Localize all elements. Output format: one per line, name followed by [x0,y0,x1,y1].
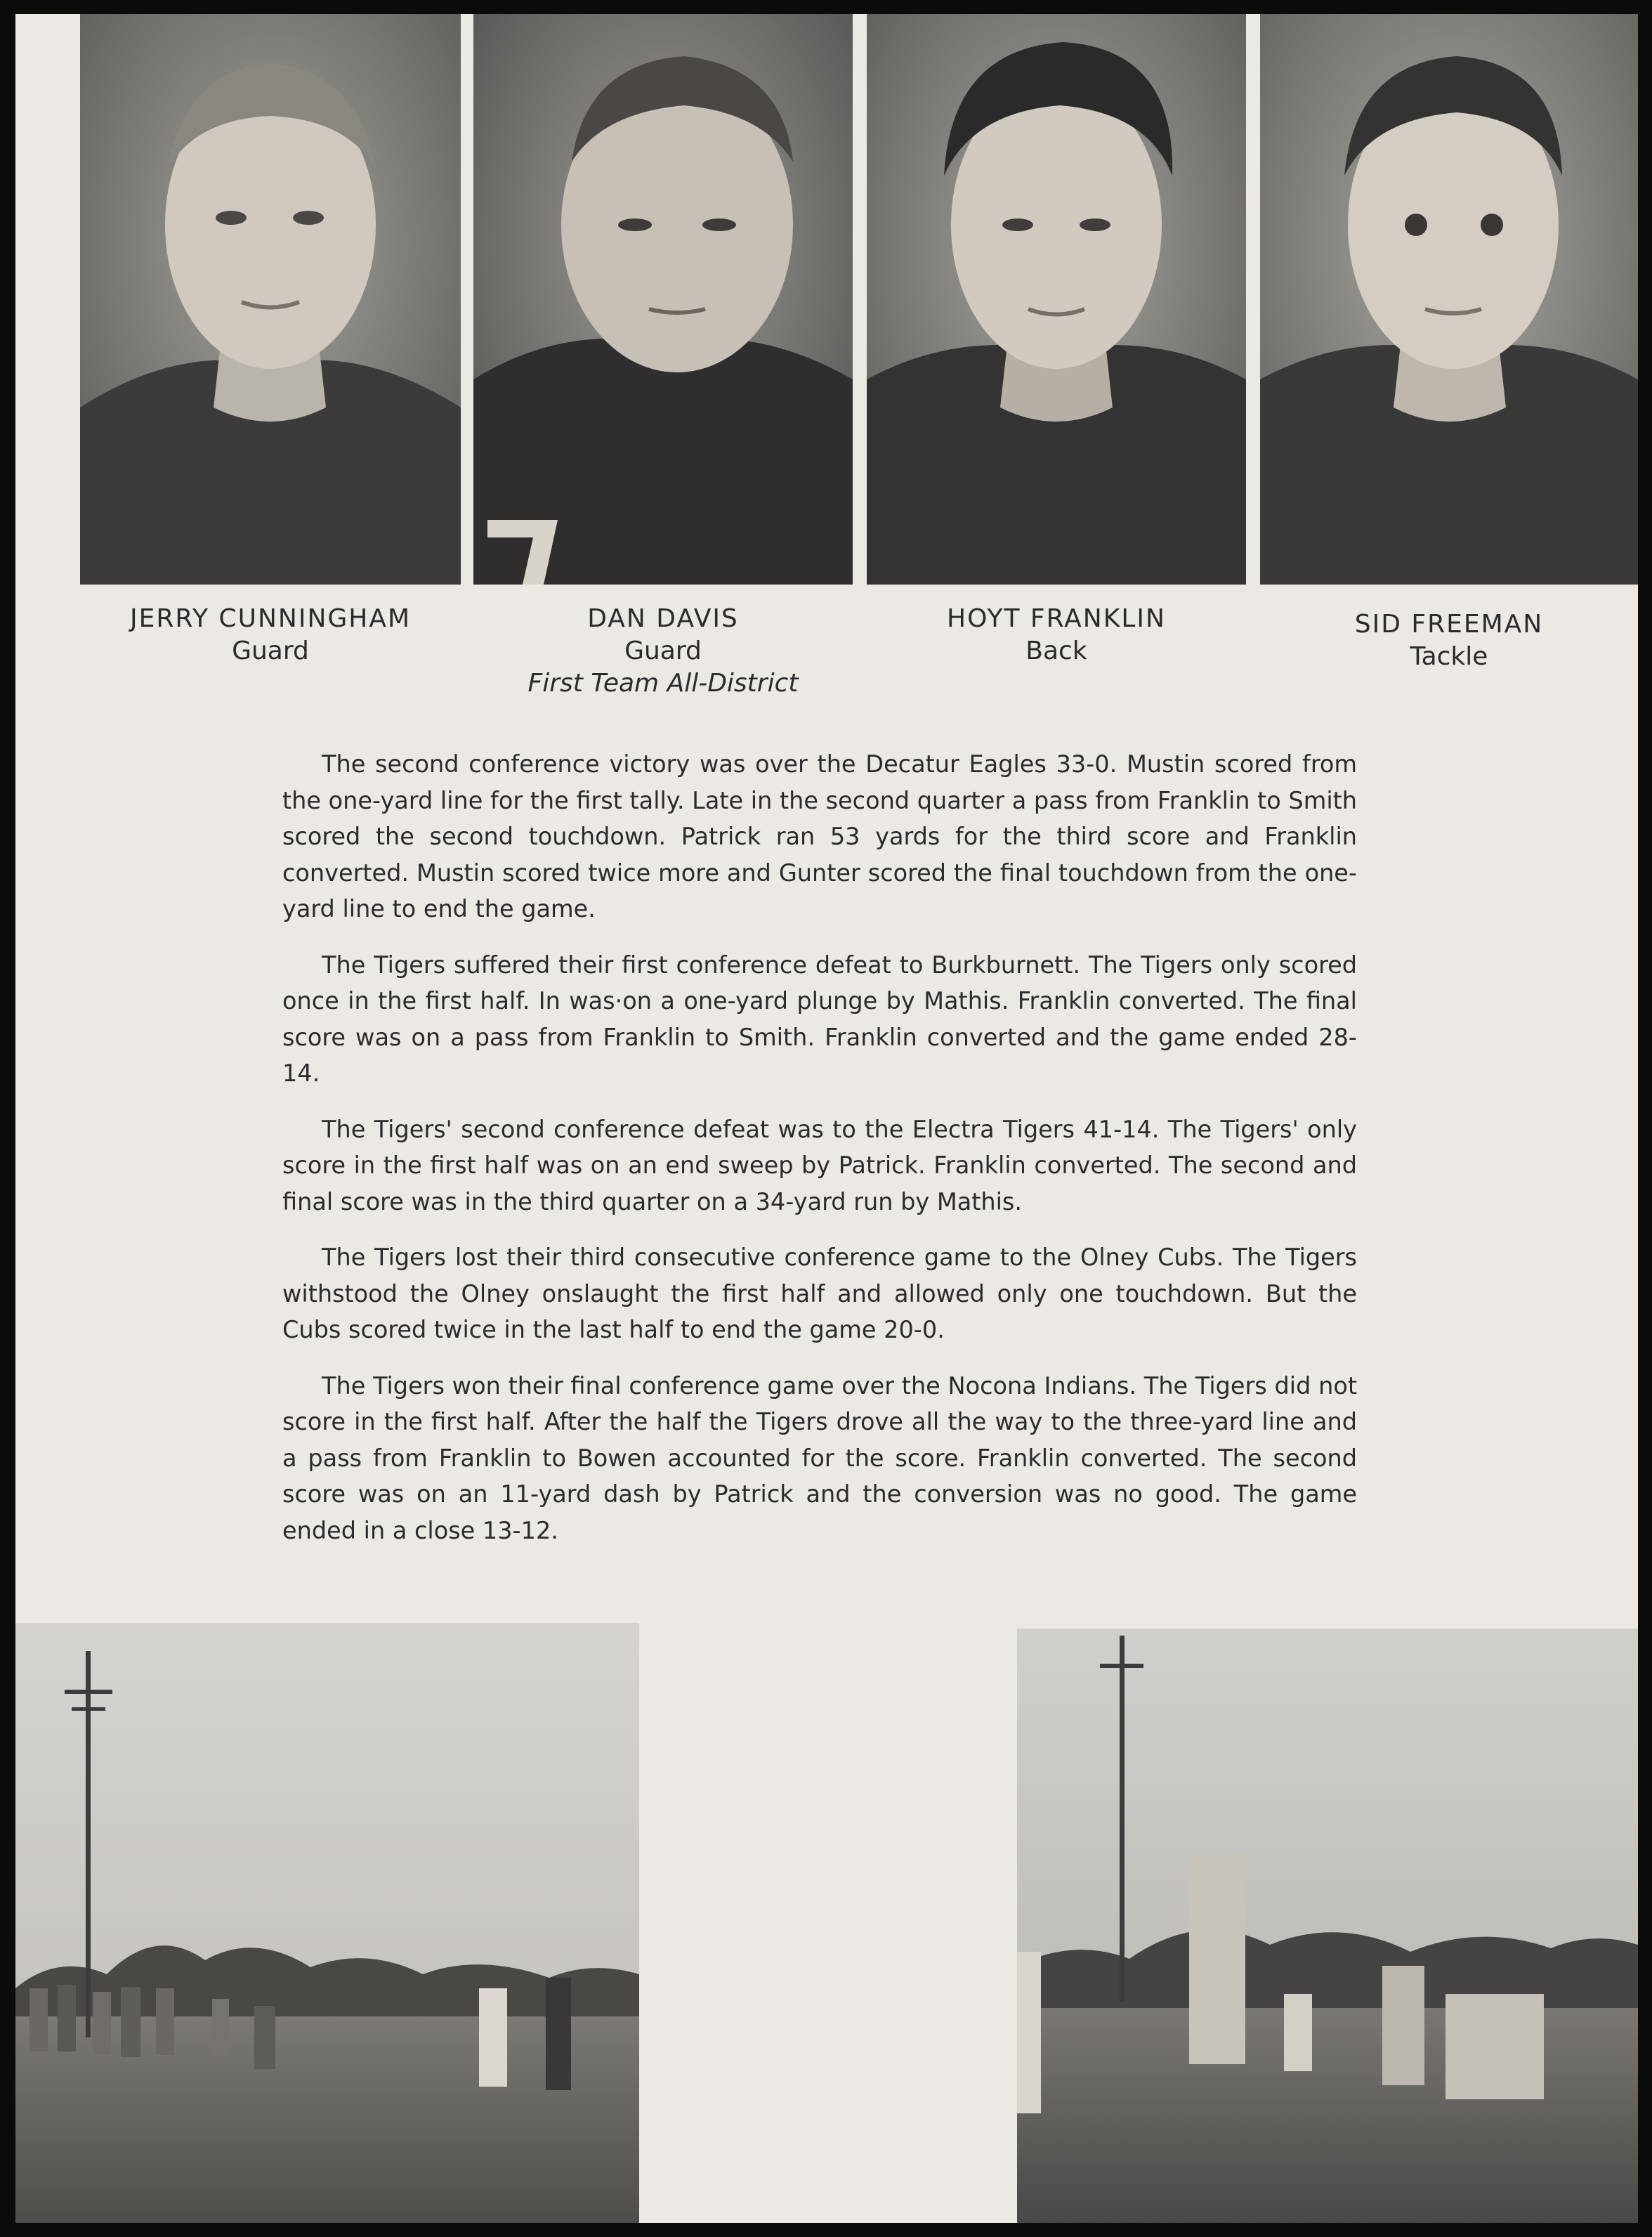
recap-paragraph: The Tigers lost their third consecutive conference game to the Olney Cubs. The Tigers withstood the Olney onslaught the first half and allowed only one touchdown. But the Cubs scored twice in the last half to end the game 20-0. [282,1244,1357,1343]
player-name: DAN DAVIS [587,604,739,633]
player-position: Guard [232,637,309,665]
portrait-photo-franklin [867,14,1246,585]
recap-paragraph: The Tigers won their final conference game over the Nocona Indians. The Tigers did not score in the first half. After the half the Tigers drove all the way to the three-yard line and a pass from Franklin to Bowen accounted for the score. Franklin converted. The second score was on an 11-yard dash by Patrick and the conversion was no good. The game ended in a close 13-12. [282,1371,1357,1544]
player-position: Back [1025,637,1087,665]
player-caption-cunningham [80,603,461,667]
player-caption-davis [473,603,853,700]
player-caption-franklin [867,603,1246,667]
player-position: Tackle [1410,642,1488,671]
practice-photo-left [15,1623,639,2223]
player-position: Guard [624,637,702,665]
player-name: HOYT FRANKLIN [947,604,1166,633]
portrait-photo-davis [473,14,853,585]
practice-photo-right [1017,1629,1638,2223]
portrait-photo-freeman [1260,14,1638,585]
game-recap-text [282,746,1357,1568]
recap-paragraph: The second conference victory was over the Decatur Eagles 33-0. Mustin scored from the one-yard line for the first tally. Late in the second quarter a pass from Franklin to Smith scored the second touchdown. Patrick ran 53 yards for the third score and Franklin converted. Mustin scored twice more and Gunter scored the final touchdown from the one-yard line to end the game. [282,750,1357,922]
player-caption-freeman [1260,608,1638,673]
recap-paragraph: The Tigers suffered their first conference defeat to Burkburnett. The Tigers only scored once in the first half. In was·on a one-yard plunge by Mathis. Franklin converted. The final score was on a pass from Franklin to Smith. Franklin converted and the game ended 28-14. [282,951,1357,1087]
player-name: JERRY CUNNINGHAM [129,604,412,633]
yearbook-page [15,14,1638,2223]
recap-paragraph: The Tigers' second conference defeat was to the Electra Tigers 41-14. The Tigers' only score in the first half was on an end sweep by Patrick. Franklin converted. The second and final score was in the third quarter on a 34-yard run by Mathis. [282,1115,1357,1215]
portrait-photo-cunningham [80,14,461,585]
player-honor: First Team All-District [527,669,799,698]
player-name: SID FREEMAN [1354,610,1544,639]
